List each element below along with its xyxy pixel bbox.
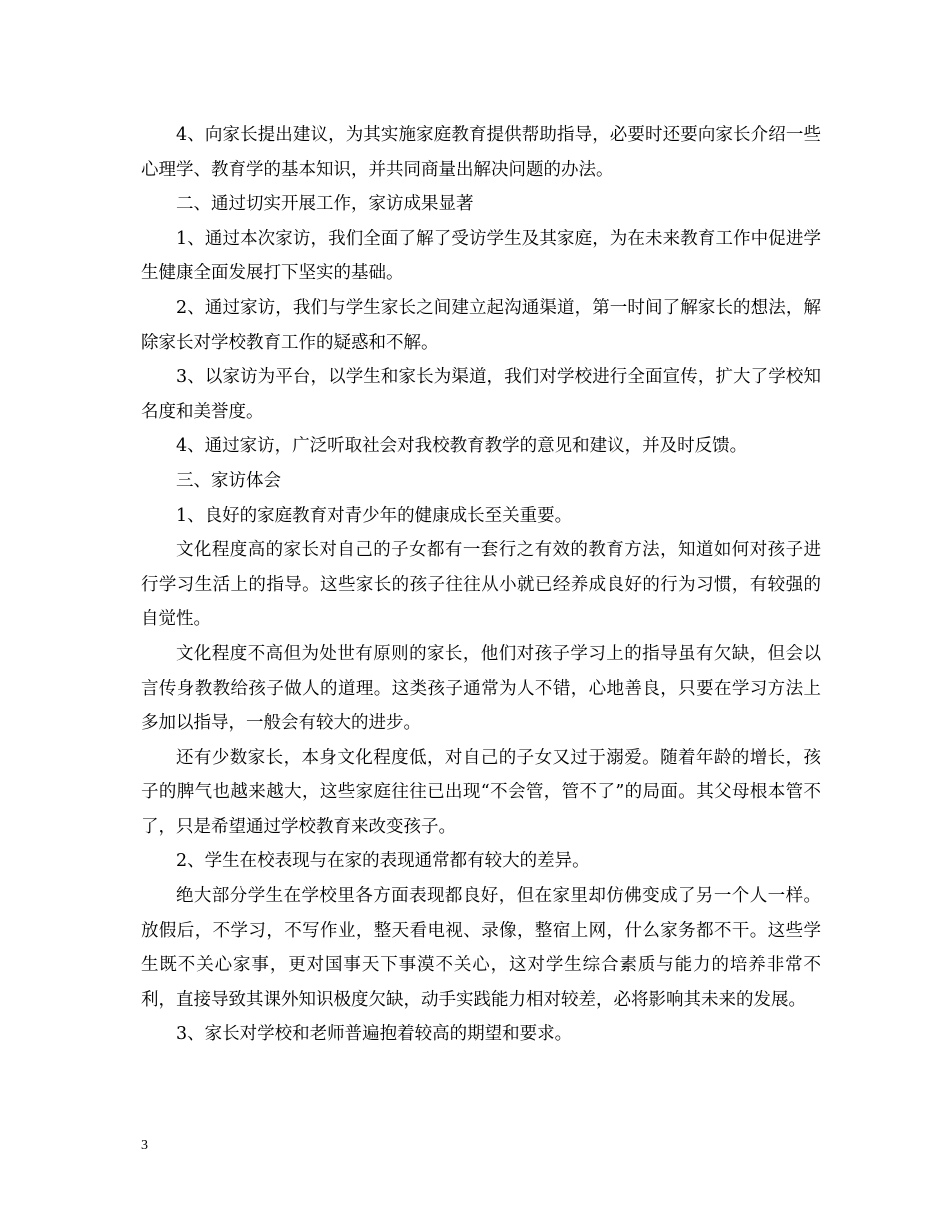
paragraph-behavior-difference: 绝大部分学生在学校里各方面表现都良好，但在家里却仿佛变成了另一个人一样。放假后，不学习，不写作业，整天看电视、录像，整宿上网，什么家务都不干。这些学生既不关心家事，更对国事天下事漠不关心，这对学生综合素质与能力的培养非常不利，直接导致其课外知识极度欠缺，动手实践能力相对较差，必将影响其未来的发展。 — [141, 886, 821, 1010]
paragraph-suggestions-to-parents: 4、向家长提出建议，为其实施家庭教育提供帮助指导，必要时还要向家长介绍一些心理学、教育学的基本知识，并共同商量出解决问题的办法。 — [141, 125, 821, 180]
paragraph-result-2: 2、通过家访，我们与学生家长之间建立起沟通渠道，第一时间了解家长的想法，解除家长对学校教育工作的疑惑和不解。 — [141, 297, 821, 353]
paragraph-result-1: 1、通过本次家访，我们全面了解了受访学生及其家庭，为在未来教育工作中促进学生健康全面发展打下坚实的基础。 — [141, 228, 821, 284]
section-heading-experience: 三、家访体会 — [176, 470, 281, 491]
section-heading-results: 二、通过切实开展工作，家访成果显著 — [176, 194, 474, 215]
paragraph-result-3: 3、以家访为平台，以学生和家长为渠道，我们对学校进行全面宣传，扩大了学校知名度和美誉度。 — [141, 367, 821, 422]
paragraph-educated-parents: 文化程度高的家长对自己的子女都有一套行之有效的教育方法，知道如何对孩子进行学习生活上的指导。这些家长的孩子往往从小就已经养成良好的行为习惯，有较强的自觉性。 — [141, 540, 821, 630]
document-body — [141, 118, 821, 1052]
paragraph-experience-3: 3、家长对学校和老师普遍抱着较高的期望和要求。 — [176, 1024, 573, 1045]
paragraph-result-4: 4、通过家访，广泛听取社会对我校教育教学的意见和建议，并及时反馈。 — [176, 436, 748, 457]
paragraph-experience-1: 1、良好的家庭教育对青少年的健康成长至关重要。 — [176, 505, 573, 526]
paragraph-principled-parents: 文化程度不高但为处世有原则的家长，他们对孩子学习上的指导虽有欠缺，但会以言传身教教给孩子做人的道理。这类孩子通常为人不错，心地善良，只要在学习方法上多加以指导，一般会有较大的进步。 — [141, 643, 821, 734]
paragraph-experience-2: 2、学生在校表现与在家的表现通常都有较大的差异。 — [176, 851, 590, 872]
page-number: 3 — [141, 1138, 148, 1153]
paragraph-indulgent-parents: 还有少数家长，本身文化程度低，对自己的子女又过于溺爱。随着年龄的增长，孩子的脾气也越来越大，这些家庭往往已出现“不会管，管不了”的局面。其父母根本管不了，只是希望通过学校教育来改变孩子。 — [141, 747, 821, 837]
